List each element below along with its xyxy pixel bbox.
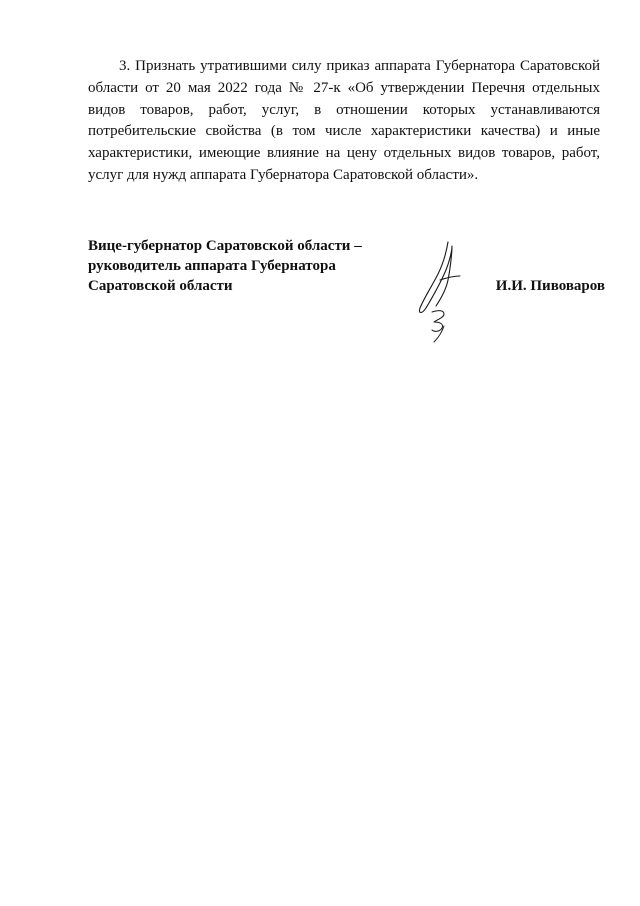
signatory-name: И.И. Пивоваров bbox=[495, 278, 605, 294]
signatory-position bbox=[88, 236, 388, 296]
handwritten-signature bbox=[410, 240, 470, 344]
paragraph-3: 3. Признать утратившими силу приказ аппарата Губернатора Саратовской области от 20 мая 2022 года № 27-к «Об утверждении Перечня отдельных видов товаров, работ, услуг, в отношении которых устанавливаются потребительские свойства (в том числе характеристики качества) и иные характеристики, имеющие влияние на цену отдельных видов товаров, работ, услуг для нужд аппарата Губернатора Саратовской области». bbox=[88, 58, 600, 183]
signatory-position-line-3: Саратовской области bbox=[88, 278, 233, 294]
signatory-position-line-2: руководитель аппарата Губернатора bbox=[88, 258, 336, 274]
signatory-position-line-1: Вице-губернатор Саратовской области – bbox=[88, 238, 362, 254]
